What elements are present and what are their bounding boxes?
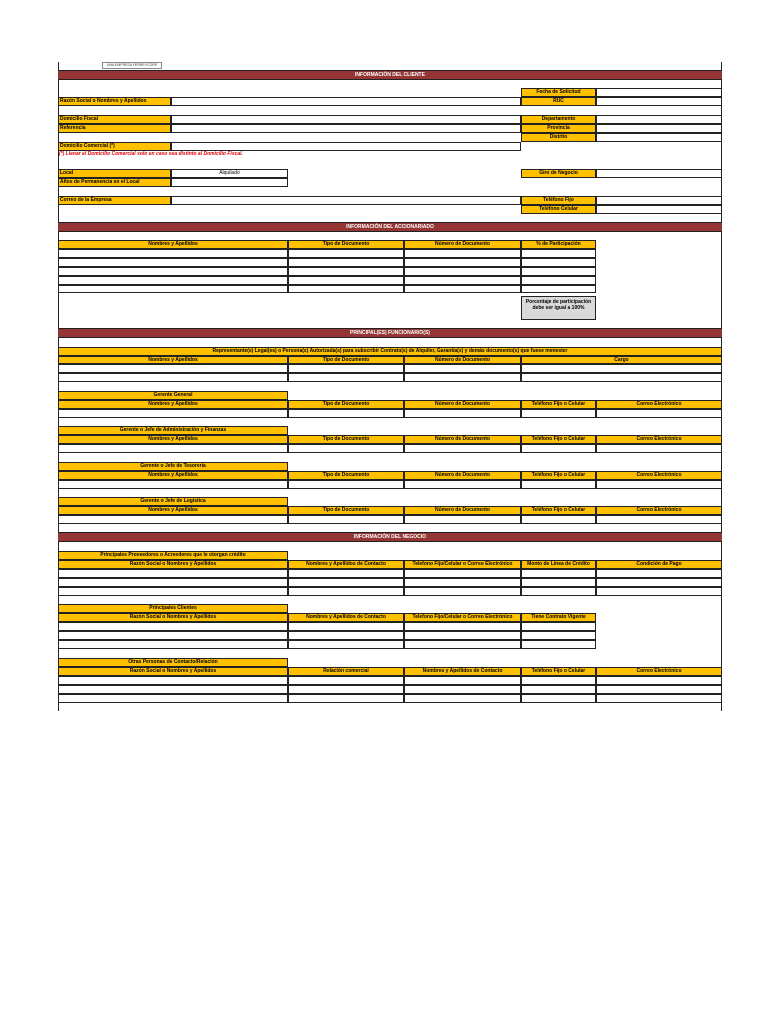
cli-header-contacto: Nombres y Apellidos de Contacto (288, 613, 404, 622)
tes-header-correo: Correo Electrónico (596, 471, 722, 480)
provincia-field[interactable] (596, 124, 722, 133)
table-row[interactable] (404, 249, 521, 258)
tes-header-telefono: Teléfono Fijo o Celular (521, 471, 596, 480)
table-row[interactable] (404, 694, 521, 703)
local-label: Local (58, 169, 171, 178)
table-row[interactable] (521, 640, 596, 649)
cli-header-telefono: Telefono Fijo/Celular o Correo Electrónico (404, 613, 521, 622)
table-row[interactable] (404, 622, 521, 631)
table-row[interactable] (58, 622, 288, 631)
table-row[interactable] (596, 694, 722, 703)
table-row[interactable] (58, 276, 288, 285)
table-row[interactable] (404, 409, 521, 418)
distrito-field[interactable] (596, 133, 722, 142)
prov-header-razon: Razón Social o Nombres y Apellidos (58, 560, 288, 569)
table-row[interactable] (404, 258, 521, 267)
referencia-field[interactable] (171, 124, 521, 133)
ruc-field[interactable] (596, 97, 722, 106)
anios-permanencia-label: Años de Permanencia en el Local (58, 178, 171, 187)
representantes-label: Representante(s) Legal(es) o Persona(s) Autorizada(s) para subscribir Contrato(s) de Alquiler, Garantía(s) y demás documento(s) que fuese menester (58, 347, 722, 356)
table-row[interactable] (521, 444, 596, 453)
section-accionariado-title: INFORMACIÓN DEL ACCIONARIADO (58, 222, 722, 232)
telefono-celular-label: Teléfono Celular (521, 205, 596, 214)
table-row[interactable] (521, 480, 596, 489)
prov-header-contacto: Nombres y Apellidos de Contacto (288, 560, 404, 569)
log-header-telefono: Teléfono Fijo o Celular (521, 506, 596, 515)
cli-header-razon: Razón Social o Nombres y Apellidos (58, 613, 288, 622)
table-row[interactable] (404, 267, 521, 276)
fecha-solicitud-label: Fecha de Solicitud (521, 88, 596, 97)
table-row[interactable] (288, 409, 404, 418)
log-header-nombres: Nombres y Apellidos (58, 506, 288, 515)
gerente-tesoreria-title: Gerente o Jefe de Tesorería (58, 462, 288, 471)
table-row[interactable] (521, 685, 596, 694)
adm-header-num-doc: Número de Documento (404, 435, 521, 444)
razon-social-field[interactable] (171, 97, 521, 106)
clientes-title: Principales Clientes (58, 604, 288, 613)
table-row[interactable] (288, 685, 404, 694)
table-row[interactable] (521, 694, 596, 703)
rep-header-nombres: Nombres y Apellidos (58, 356, 288, 364)
prov-header-condicion: Condición de Pago (596, 560, 722, 569)
distrito-label: Distrito (521, 133, 596, 142)
ruc-label: RUC (521, 97, 596, 106)
table-row[interactable] (521, 276, 596, 285)
domicilio-comercial-field[interactable] (171, 142, 521, 151)
giro-negocio-label: Giro de Negocio (521, 169, 596, 178)
adm-header-telefono: Teléfono Fijo o Celular (521, 435, 596, 444)
acc-header-num-doc: Número de Documento (404, 240, 521, 249)
table-row[interactable] (521, 285, 596, 293)
departamento-label: Departamento (521, 115, 596, 124)
gg-header-telefono: Teléfono Fijo o Celular (521, 400, 596, 409)
table-row[interactable] (521, 631, 596, 640)
table-row[interactable] (404, 276, 521, 285)
table-row[interactable] (288, 622, 404, 631)
table-row[interactable] (596, 569, 722, 578)
table-row[interactable] (288, 258, 404, 267)
table-row[interactable] (288, 578, 404, 587)
table-row[interactable] (521, 258, 596, 267)
acc-header-tipo-doc: Tipo de Documento (288, 240, 404, 249)
acc-table-body (58, 249, 596, 293)
table-row[interactable] (404, 373, 521, 382)
table-row[interactable] (521, 515, 596, 524)
table-row[interactable] (596, 480, 722, 489)
table-row[interactable] (58, 694, 288, 703)
company-logo (102, 62, 162, 69)
prov-header-monto: Monto de Línea de Crédito (521, 560, 596, 569)
domicilio-note: (*) Llenar el Domicilio Comercial solo en caso sea distinto al Domicilio Fiscal. (59, 151, 243, 157)
table-row[interactable] (288, 285, 404, 293)
table-row[interactable] (58, 285, 288, 293)
table-row[interactable] (521, 676, 596, 685)
gg-header-tipo-doc: Tipo de Documento (288, 400, 404, 409)
logo-text: UNA EMPRESA FERREYCORP (106, 63, 158, 67)
table-row[interactable] (521, 578, 596, 587)
provincia-label: Provincia (521, 124, 596, 133)
table-row[interactable] (404, 676, 521, 685)
table-row[interactable] (58, 409, 288, 418)
table-row[interactable] (404, 515, 521, 524)
proveedores-title: Principales Proveedores o Acreedores que le otorgan crédito (58, 551, 288, 560)
table-row[interactable] (58, 444, 288, 453)
tes-header-num-doc: Número de Documento (404, 471, 521, 480)
cli-header-contrato: Tiene Contrato Vigente (521, 613, 596, 622)
log-header-tipo-doc: Tipo de Documento (288, 506, 404, 515)
domicilio-fiscal-label: Domicilio Fiscal (58, 115, 171, 124)
gg-header-num-doc: Número de Documento (404, 400, 521, 409)
table-row[interactable] (288, 444, 404, 453)
table-row[interactable] (288, 480, 404, 489)
domicilio-fiscal-field[interactable] (171, 115, 521, 124)
table-row[interactable] (58, 249, 288, 258)
adm-header-nombres: Nombres y Apellidos (58, 435, 288, 444)
table-row[interactable] (58, 373, 288, 382)
telefono-fijo-label: Teléfono Fijo (521, 196, 596, 205)
tes-header-tipo-doc: Tipo de Documento (288, 471, 404, 480)
otr-header-telefono: Teléfono Fijo o Celular (521, 667, 596, 676)
table-row[interactable] (404, 578, 521, 587)
section-funcionarios-title: PRINCIPAL(ES) FUNCIONARIO(S) (58, 328, 722, 338)
table-row[interactable] (58, 685, 288, 694)
table-row[interactable] (288, 515, 404, 524)
table-row[interactable] (58, 631, 288, 640)
table-row[interactable] (288, 640, 404, 649)
table-row[interactable] (58, 267, 288, 276)
otr-header-correo: Correo Electrónico (596, 667, 722, 676)
table-row[interactable] (288, 694, 404, 703)
table-row[interactable] (58, 640, 288, 649)
table-row[interactable] (404, 364, 521, 373)
domicilio-comercial-label: Domicilio Comercial (*) (58, 142, 171, 151)
table-row[interactable] (288, 249, 404, 258)
table-row[interactable] (288, 267, 404, 276)
referencia-label: Referencia (58, 124, 171, 133)
razon-social-label: Razón Social o Nombres y Apellidos (58, 97, 171, 106)
frame-right (721, 62, 722, 711)
table-row[interactable] (404, 480, 521, 489)
table-row[interactable] (404, 587, 521, 596)
table-row[interactable] (58, 258, 288, 267)
section-cliente-title: INFORMACIÓN DEL CLIENTE (58, 70, 722, 80)
fecha-solicitud-field[interactable] (596, 88, 722, 97)
table-row[interactable] (58, 364, 288, 373)
table-row[interactable] (521, 267, 596, 276)
table-row[interactable] (521, 622, 596, 631)
section-negocio-title: INFORMACIÓN DEL NEGOCIO (58, 532, 722, 542)
table-row[interactable] (521, 587, 596, 596)
table-row[interactable] (288, 276, 404, 285)
table-row[interactable] (521, 409, 596, 418)
table-row[interactable] (58, 578, 288, 587)
otr-header-razon: Razón Social o Nombres y Apellidos (58, 667, 288, 676)
table-row[interactable] (521, 373, 722, 382)
table-row[interactable] (596, 587, 722, 596)
otros-body (58, 676, 722, 703)
table-row[interactable] (596, 409, 722, 418)
log-header-num-doc: Número de Documento (404, 506, 521, 515)
table-row[interactable] (596, 515, 722, 524)
proveedores-body (58, 569, 722, 596)
acc-header-nombres: Nombres y Apellidos (58, 240, 288, 249)
gg-header-correo: Correo Electrónico (596, 400, 722, 409)
adm-header-correo: Correo Electrónico (596, 435, 722, 444)
otr-header-contacto: Nombres y Apellidos de Contacto (404, 667, 521, 676)
table-row[interactable] (404, 444, 521, 453)
anios-permanencia-field[interactable] (171, 178, 288, 187)
table-row[interactable] (58, 569, 288, 578)
rep-header-num-doc: Número de Documento (404, 356, 521, 364)
table-row[interactable] (596, 676, 722, 685)
rep-header-cargo: Cargo (521, 356, 722, 364)
table-row[interactable] (288, 569, 404, 578)
table-row[interactable] (596, 685, 722, 694)
correo-empresa-label: Correo de la Empresa (58, 196, 171, 205)
table-row[interactable] (596, 444, 722, 453)
table-row[interactable] (288, 373, 404, 382)
table-row[interactable] (288, 364, 404, 373)
table-row[interactable] (404, 685, 521, 694)
local-field[interactable]: Alquilado (171, 169, 288, 178)
table-row[interactable] (288, 676, 404, 685)
rep-header-tipo-doc: Tipo de Documento (288, 356, 404, 364)
table-row[interactable] (58, 515, 288, 524)
table-row[interactable] (404, 285, 521, 293)
table-row[interactable] (521, 569, 596, 578)
tes-header-nombres: Nombres y Apellidos (58, 471, 288, 480)
table-row[interactable] (521, 249, 596, 258)
gerente-admin-title: Gerente o Jefe de Administración y Finanzas (58, 426, 288, 435)
table-row[interactable] (521, 364, 722, 373)
table-row[interactable] (58, 676, 288, 685)
telefono-fijo-field[interactable] (596, 196, 722, 205)
gg-header-nombres: Nombres y Apellidos (58, 400, 288, 409)
clientes-body (58, 622, 596, 649)
log-header-correo: Correo Electrónico (596, 506, 722, 515)
otros-contactos-title: Otras Personas de Contacto/Relación (58, 658, 288, 667)
table-row[interactable] (404, 640, 521, 649)
table-row[interactable] (404, 631, 521, 640)
prov-header-telefono: Telefono Fijo/Celular o Correo Electrónico (404, 560, 521, 569)
acc-header-participacion: % de Participación (521, 240, 596, 249)
table-row[interactable] (288, 587, 404, 596)
telefono-celular-field[interactable] (596, 205, 722, 214)
participacion-note: Porcentaje de participación debe ser igual a 100% (521, 296, 596, 320)
correo-empresa-field[interactable] (171, 196, 521, 205)
otr-header-relacion: Relación comercial (288, 667, 404, 676)
table-row[interactable] (404, 569, 521, 578)
table-row[interactable] (58, 480, 288, 489)
table-row[interactable] (58, 587, 288, 596)
departamento-field[interactable] (596, 115, 722, 124)
gerente-logistica-title: Gerente o Jefe de Logística (58, 497, 288, 506)
adm-header-tipo-doc: Tipo de Documento (288, 435, 404, 444)
giro-negocio-field[interactable] (596, 169, 722, 178)
table-row[interactable] (596, 578, 722, 587)
table-row[interactable] (288, 631, 404, 640)
gerente-general-title: Gerente General (58, 391, 288, 400)
